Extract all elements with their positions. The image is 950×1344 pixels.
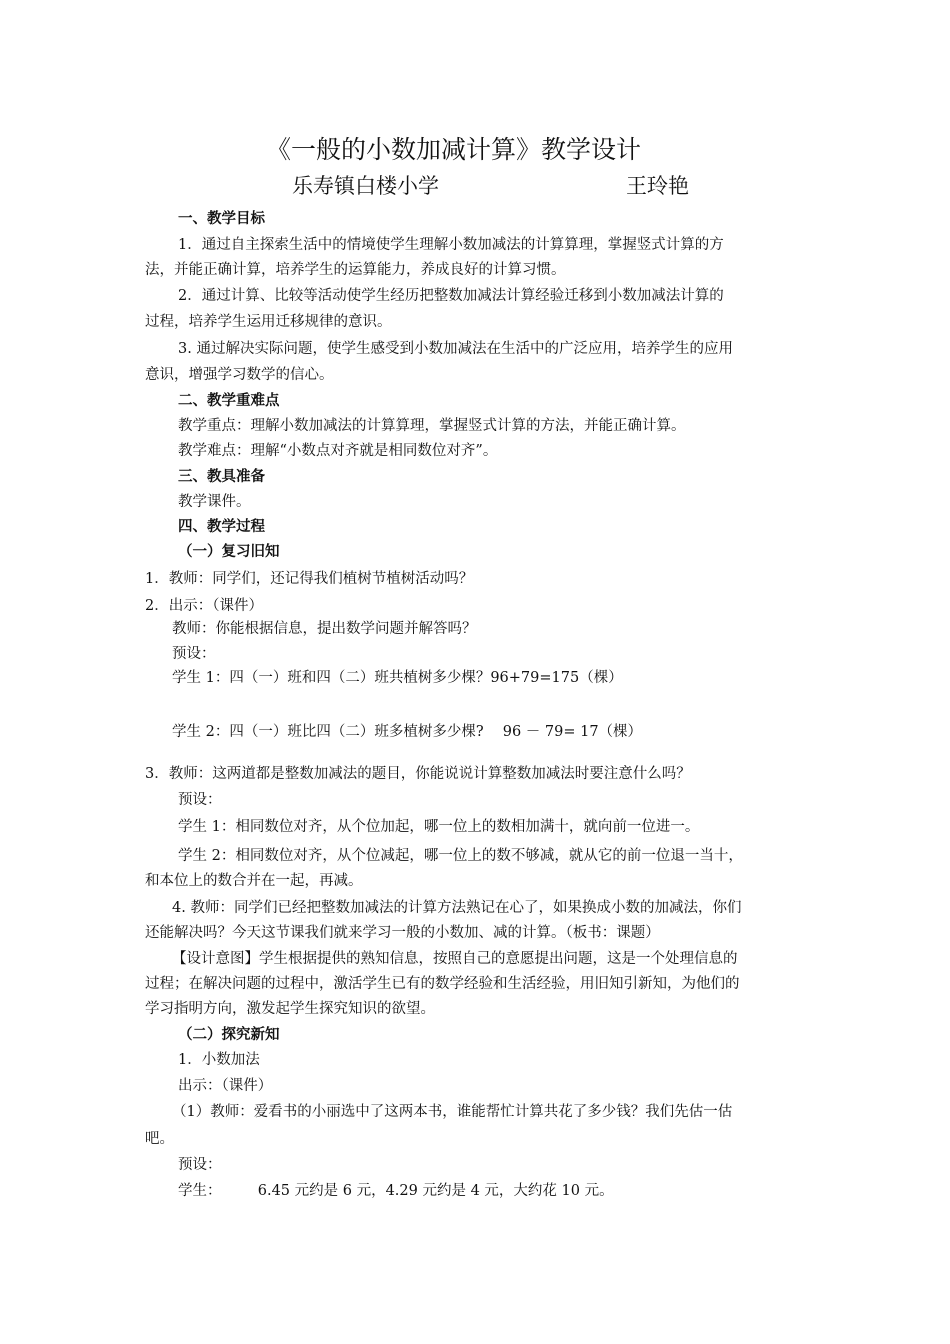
- paragraph-line: 4. 教师：同学们已经把整数加减法的计算方法熟记在心了，如果换成小数的加减法，你们: [172, 900, 742, 916]
- paragraph-line: 出示：（课件）: [178, 1078, 273, 1094]
- section-heading: 二、教学重难点: [178, 392, 280, 409]
- paragraph-line: （1）教师：爱看书的小丽选中了这两本书，谁能帮忙计算共花了多少钱？我们先估一估: [172, 1104, 733, 1120]
- paragraph-line: 和本位上的数合并在一起，再减。: [145, 873, 363, 889]
- paragraph-line: 2．通过计算、比较等活动使学生经历把整数加减法计算经验迁移到小数加减法计算的: [178, 288, 724, 304]
- paragraph-line: 2．出示：（课件）: [145, 598, 263, 614]
- paragraph-line: 预设：: [178, 1157, 222, 1173]
- document-title: 《一般的小数加减计算》教学设计: [266, 135, 642, 164]
- section-heading: 三、教具准备: [178, 468, 265, 485]
- section-heading: 四、教学过程: [178, 518, 265, 535]
- paragraph-line: 3．教师：这两道都是整数加减法的题目，你能说说计算整数加减法时要注意什么吗？: [145, 766, 691, 782]
- paragraph-line: 预设：: [178, 792, 222, 808]
- subsection-heading: （二）探究新知: [178, 1026, 280, 1043]
- paragraph-line: 法，并能正确计算，培养学生的运算能力，养成良好的计算习惯。: [145, 262, 566, 278]
- paragraph-line: 1．教师：同学们，还记得我们植树节植树活动吗？: [145, 571, 474, 587]
- paragraph-line: 吧。: [145, 1131, 174, 1147]
- paragraph-line: 3. 通过解决实际问题，使学生感受到小数加减法在生活中的广泛应用，培养学生的应用: [178, 341, 733, 357]
- school-name: 乐寿镇白楼小学: [292, 174, 439, 198]
- paragraph-line: 学生： 6.45 元约是 6 元，4.29 元约是 4 元，大约花 10 元。: [178, 1183, 614, 1199]
- paragraph-line: 学生 2：相同数位对齐，从个位减起，哪一位上的数不够减，就从它的前一位退一当十，: [178, 848, 743, 864]
- section-heading: 一、教学目标: [178, 210, 265, 227]
- design-intent-line: 【设计意图】学生根据提供的熟知信息，按照自己的意愿提出问题，这是一个处理信息的: [172, 951, 738, 967]
- paragraph-line: 学生 1：相同数位对齐，从个位加起，哪一位上的数相加满十，就向前一位进一。: [178, 819, 700, 835]
- paragraph-line: 教学重点：理解小数加减法的计算算理，掌握竖式计算的方法，并能正确计算。: [178, 418, 686, 434]
- paragraph-line: 还能解决吗？今天这节课我们就来学习一般的小数加、减的计算。（板书：课题）: [145, 925, 660, 941]
- paragraph-line: 教师：你能根据信息，提出数学问题并解答吗？: [172, 621, 477, 637]
- paragraph-line: 教学难点：理解“小数点对齐就是相同数位对齐”。: [178, 443, 498, 459]
- paragraph-line: 预设：: [172, 646, 216, 662]
- paragraph-line: 1．小数加法: [178, 1052, 260, 1068]
- paragraph-line: 意识，增强学习数学的信心。: [145, 367, 334, 383]
- paragraph-line: 过程；在解决问题的过程中，激活学生已有的数学经验和生活经验，用旧知引新知，为他们的: [145, 976, 740, 992]
- paragraph-line: 学生 1：四（一）班和四（二）班共植树多少棵？96+79=175（棵）: [172, 670, 623, 686]
- paragraph-line: 过程，培养学生运用迁移规律的意识。: [145, 314, 392, 330]
- paragraph-line: 教学课件。: [178, 494, 251, 510]
- paragraph-line: 1．通过自主探索生活中的情境使学生理解小数加减法的计算算理，掌握竖式计算的方: [178, 237, 724, 253]
- paragraph-line: 学习指明方向，激发起学生探究知识的欲望。: [145, 1001, 435, 1017]
- subsection-heading: （一）复习旧知: [178, 543, 280, 560]
- paragraph-line: 学生 2：四（一）班比四（二）班多植树多少棵? 96 － 79= 17（棵）: [172, 724, 643, 740]
- author-name: 王玲艳: [626, 174, 689, 198]
